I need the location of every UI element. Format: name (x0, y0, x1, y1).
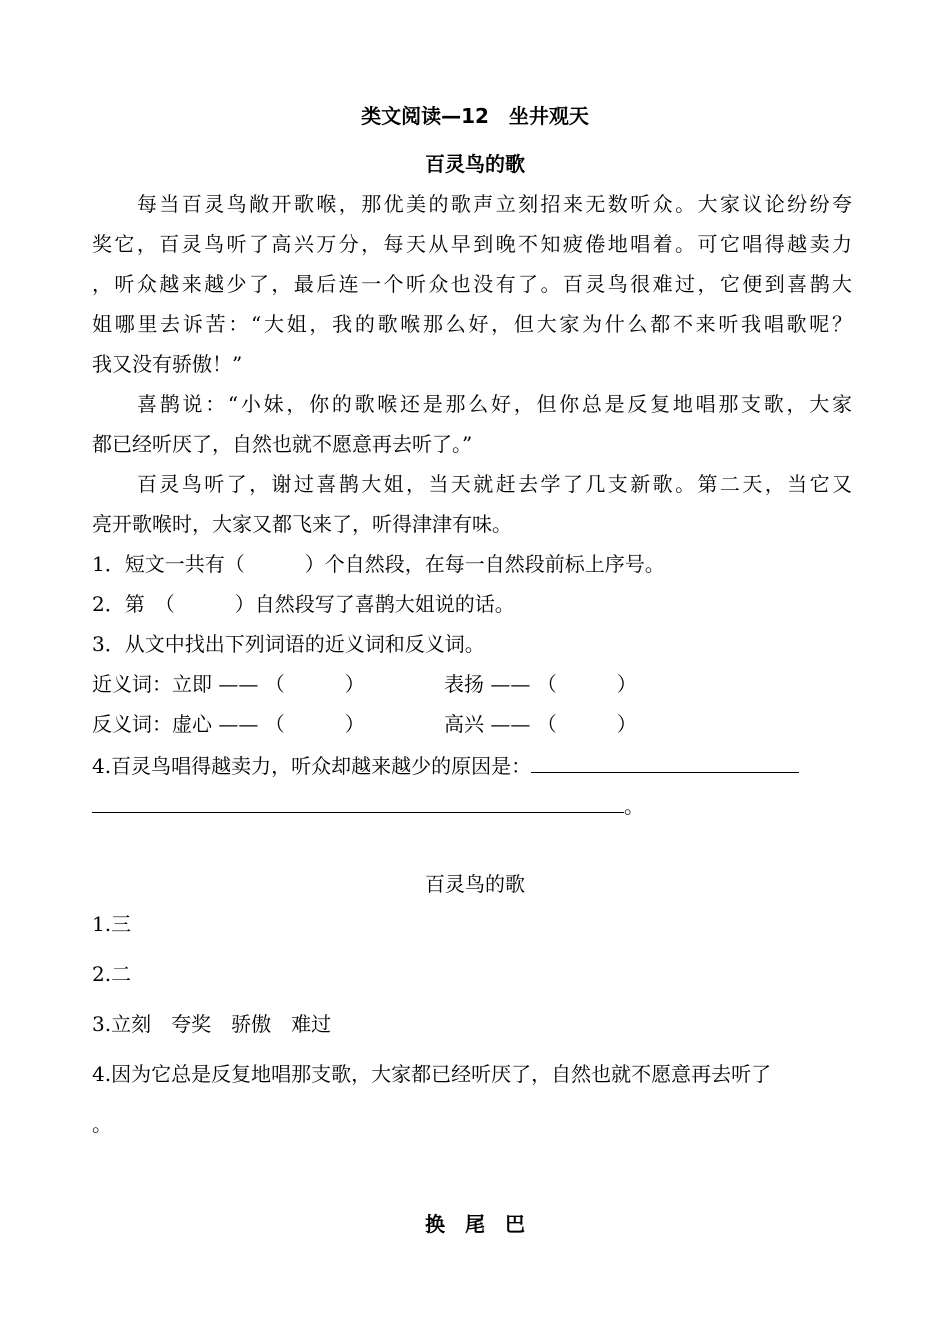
question-1: 1．短文一共有（ ）个自然段，在每一自然段前标上序号。 (92, 552, 665, 576)
question-4 (92, 750, 852, 780)
antonym-item-1: 反义词：虚心 —— （ ） (92, 712, 365, 736)
answer-2: 2.二 (92, 962, 132, 986)
answer-1: 1.三 (92, 912, 132, 936)
answer-blank (92, 790, 624, 813)
question-2: 2．第 （ ）自然段写了喜鹊大姐说的话。 (92, 592, 515, 616)
story-line: 我又没有骄傲！” (92, 352, 243, 376)
answer-4: 4.因为它总是反复地唱那支歌，大家都已经听厌了，自然也就不愿意再去听了 (92, 1062, 772, 1086)
question-3: 3．从文中找出下列词语的近义词和反义词。 (92, 632, 485, 656)
story-line: 喜鹊说：“小妹，你的歌喉还是那么好，但你总是反复地唱那支歌，大家 (137, 392, 852, 416)
question-4-continued (92, 790, 852, 820)
synonym-row (92, 670, 852, 698)
question-4-text: 4.百灵鸟唱得越卖力，听众却越来越少的原因是： (92, 754, 532, 778)
synonym-item-2: 表扬 —— （ ） (444, 672, 637, 696)
antonym-row (92, 710, 852, 738)
answer-4-continued: 。 (92, 1112, 112, 1136)
story-line: 每当百灵鸟敞开歌喉，那优美的歌声立刻招来无数听众。大家议论纷纷夸 (137, 192, 852, 216)
story-line: ，听众越来越少了，最后连一个听众也没有了。百灵鸟很难过，它便到喜鹊大 (92, 272, 852, 296)
synonym-item-1: 近义词：立即 —— （ ） (92, 672, 365, 696)
answer-blank (531, 750, 799, 773)
answer-key-title: 百灵鸟的歌 (425, 872, 525, 896)
story-line: 亮开歌喉时，大家又都飞来了，听得津津有味。 (92, 512, 512, 536)
page-title: 类文阅读—12 坐井观天 (361, 104, 589, 128)
story-title: 百灵鸟的歌 (425, 152, 525, 176)
question-4-end: 。 (624, 794, 644, 818)
story-line: 都已经听厌了，自然也就不愿意再去听了。” (92, 432, 473, 456)
answer-3: 3.立刻 夸奖 骄傲 难过 (92, 1012, 332, 1036)
story-line: 姐哪里去诉苦：“大姐，我的歌喉那么好，但大家为什么都不来听我唱歌呢？ (92, 312, 852, 336)
antonym-item-2: 高兴 —— （ ） (444, 712, 637, 736)
next-section-title: 换 尾 巴 (425, 1212, 525, 1236)
story-line: 奖它，百灵鸟听了高兴万分，每天从早到晚不知疲倦地唱着。可它唱得越卖力 (92, 232, 852, 256)
story-line: 百灵鸟听了，谢过喜鹊大姐，当天就赶去学了几支新歌。第二天，当它又 (137, 472, 852, 496)
